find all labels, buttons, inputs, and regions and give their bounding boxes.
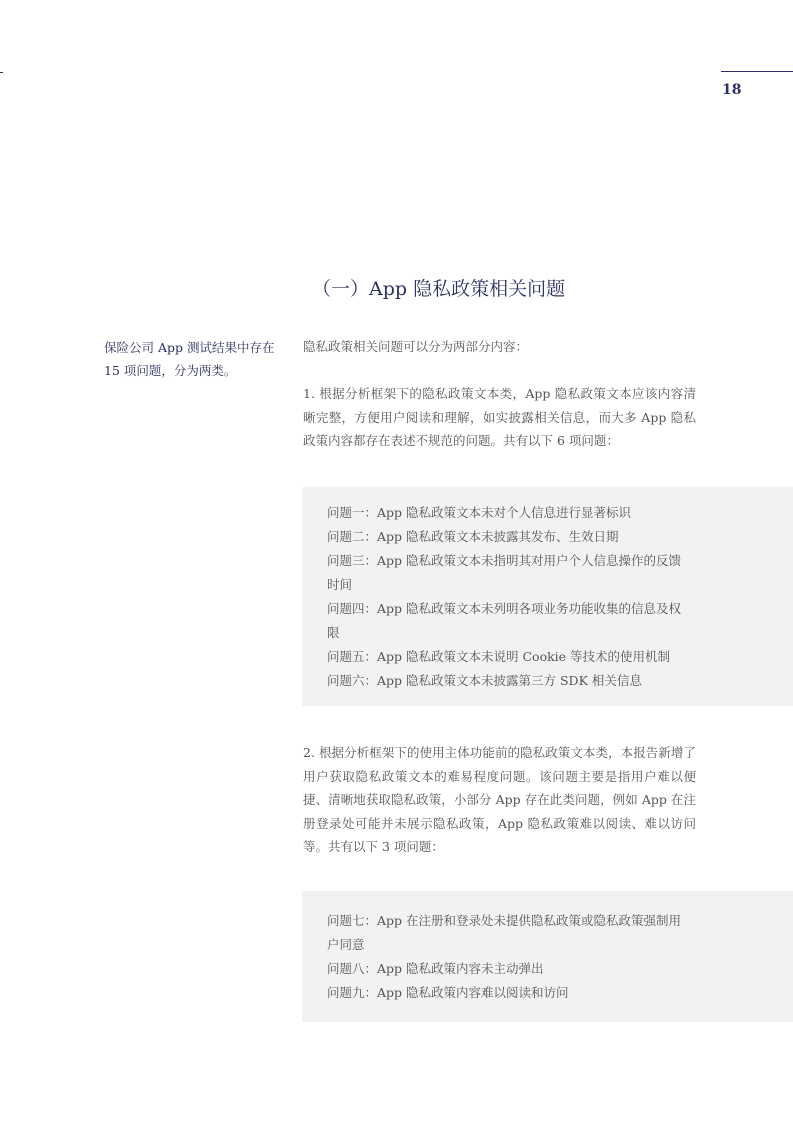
issue-item: 问题九：App 隐私政策内容难以阅读和访问 xyxy=(327,985,569,1000)
issue-box-2 xyxy=(302,891,793,1022)
issue-item: 问题二：App 隐私政策文本未披露其发布、生效日期 xyxy=(327,529,619,544)
sidebar-note: 保险公司 App 测试结果中存在 15 项问题，分为两类。 xyxy=(104,340,275,378)
issue-item: 问题五：App 隐私政策文本未说明 Cookie 等技术的使用机制 xyxy=(327,649,671,664)
issue-box-1 xyxy=(302,487,793,706)
paragraph-2: 2. 根据分析框架下的使用主体功能前的隐私政策文本类，本报告新增了用户获取隐私政策文本的难易程度问题。该问题主要是指用户难以便捷、清晰地获取隐私政策，小部分 App 存在此类问题，例如 App 在注册登录处可能并未展示隐私政策，App 隐私政策难以阅读、难以访问等。共有以下 3 项问题： xyxy=(303,745,696,854)
paragraph-1: 1. 根据分析框架下的隐私政策文本类，App 隐私政策文本应该内容清晰完整，方便用户阅读和理解，如实披露相关信息，而大多 App 隐私政策内容都存在表述不规范的问题。共有以下 6 项问题： xyxy=(303,386,696,448)
section-title: （一）App 隐私政策相关问题 xyxy=(312,278,566,300)
header-rule xyxy=(721,71,793,72)
corner-crop-mark xyxy=(0,72,3,73)
issue-item: 问题七：App 在注册和登录处未提供隐私政策或隐私政策强制用户同意 xyxy=(327,913,682,952)
issue-item: 问题六：App 隐私政策文本未披露第三方 SDK 相关信息 xyxy=(327,673,642,688)
page-number: 18 xyxy=(722,82,742,98)
issue-item: 问题八：App 隐私政策内容未主动弹出 xyxy=(327,961,544,976)
issue-item: 问题四：App 隐私政策文本未列明各项业务功能收集的信息及权限 xyxy=(327,601,682,640)
intro-paragraph: 隐私政策相关问题可以分为两部分内容： xyxy=(303,339,529,354)
issue-item: 问题三：App 隐私政策文本未指明其对用户个人信息操作的反馈时间 xyxy=(327,553,682,592)
issue-item: 问题一：App 隐私政策文本未对个人信息进行显著标识 xyxy=(327,505,632,520)
